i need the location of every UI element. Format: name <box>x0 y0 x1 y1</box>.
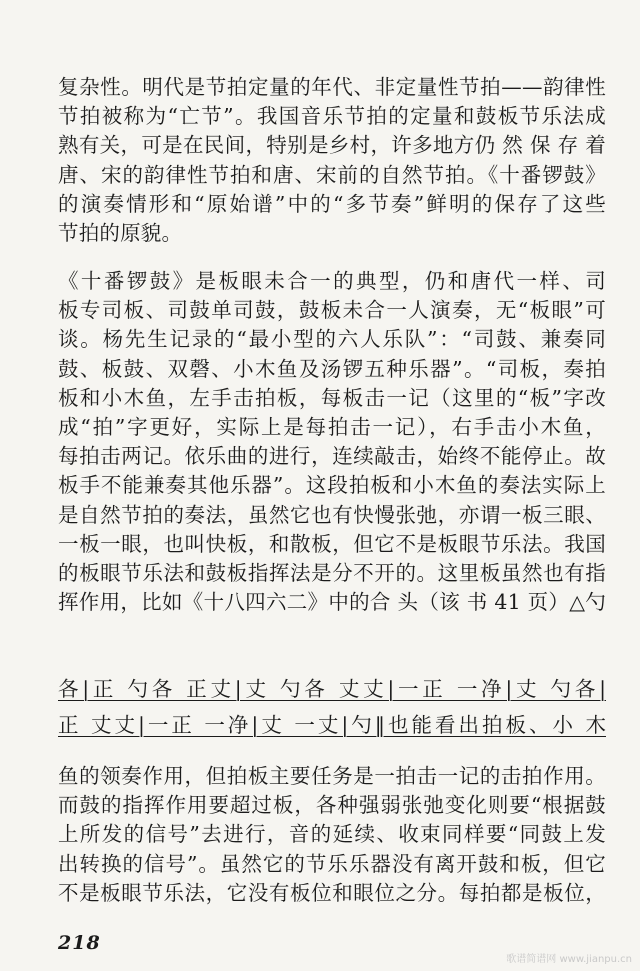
text-line: 的板眼节乐法和鼓板指挥法是分不开的。这里板虽然也有指 <box>58 560 606 585</box>
text-line: 鼓、板鼓、双磬、小木鱼及汤锣五种乐器”。“司板，奏拍 <box>58 356 606 381</box>
text-line: 鱼的领奏作用，但拍板主要任务是一拍击一记的击拍作用。 <box>58 764 606 788</box>
notation-line-1 <box>58 671 606 707</box>
text-line: 不是板眼节乐法，它没有板位和眼位之分。每拍都是板位， <box>58 880 606 905</box>
paragraph-3 <box>58 762 606 908</box>
text-line: 成“拍”字更好，实际上是每拍击一记），右手击小木鱼， <box>58 414 606 439</box>
text-line: 板手不能兼奏其他乐器”。这段拍板和小木鱼的奏法实际上 <box>58 473 606 498</box>
text-line: 唐、宋的韵律性节拍和唐、宋前的自然节拍。《十番锣鼓》 <box>58 162 606 187</box>
text-line: 的演奏情形和“原始谱”中的“多节奏”鲜明的保存了这些 <box>58 191 606 216</box>
text-line: 出转换的信号”。虽然它的节乐乐器没有离开鼓和板，但它 <box>58 851 606 876</box>
text-line: 是自然节拍的奏法，虽然它也有快慢张弛，亦谓一板三眼、 <box>58 502 606 527</box>
text-line: 而鼓的指挥作用要超过板，各种强弱张弛变化则要“根据鼓 <box>58 793 606 818</box>
notation-text: 各|正 勺各 正丈|丈 勺各 丈丈|一正 一净|丈 勺各| <box>58 677 606 701</box>
text-line: 节拍被称为“亡节”。我国音乐节拍的定量和鼓板节乐法成 <box>58 104 606 129</box>
notation-text: 正 丈丈|一正 一净|丈 一丈|勺‖也能看出拍板、小 木 <box>58 713 606 737</box>
text-line: 板和小木鱼，左手击拍板，每板击一记（这里的“板”字改 <box>58 385 606 410</box>
notation-line-2 <box>58 707 606 743</box>
text-line: 一板一眼，也叫快板，和散板，但它不是板眼节乐法。我国 <box>58 531 606 556</box>
text-line: 谈。杨先生记录的“最小型的六人乐队”：“司鼓、兼奏同 <box>58 327 606 352</box>
text-line: 挥作用，比如《十八四六二》中的合 头（该 书 41 页）△勺 <box>58 590 606 615</box>
text-line: 上所发的信号”去进行，音的延续、收束同样要“同鼓上发 <box>58 822 606 847</box>
text-line: 复杂性。明代是节拍定量的年代、非定量性节拍——韵律性 <box>58 75 606 99</box>
text-line: 节拍的原貌。 <box>58 220 183 245</box>
page-number: 218 <box>58 932 101 954</box>
paragraph-1 <box>58 73 606 248</box>
paragraph-2 <box>58 267 606 617</box>
text-line: 《十番锣鼓》是板眼未合一的典型，仍和唐代一样、司 <box>58 269 606 293</box>
text-line: 每拍击两记。依乐曲的进行，连续敲击，始终不能停止。故 <box>58 444 606 469</box>
text-line: 熟有关，可是在民间，特别是乡村，许多地方仍 然 保 存 着 <box>58 133 606 158</box>
watermark: 歌谱简谱网 www.jianpu.cn <box>506 954 632 965</box>
text-line: 板专司板、司鼓单司鼓，鼓板未合一人演奏，无“板眼”可 <box>58 298 606 323</box>
